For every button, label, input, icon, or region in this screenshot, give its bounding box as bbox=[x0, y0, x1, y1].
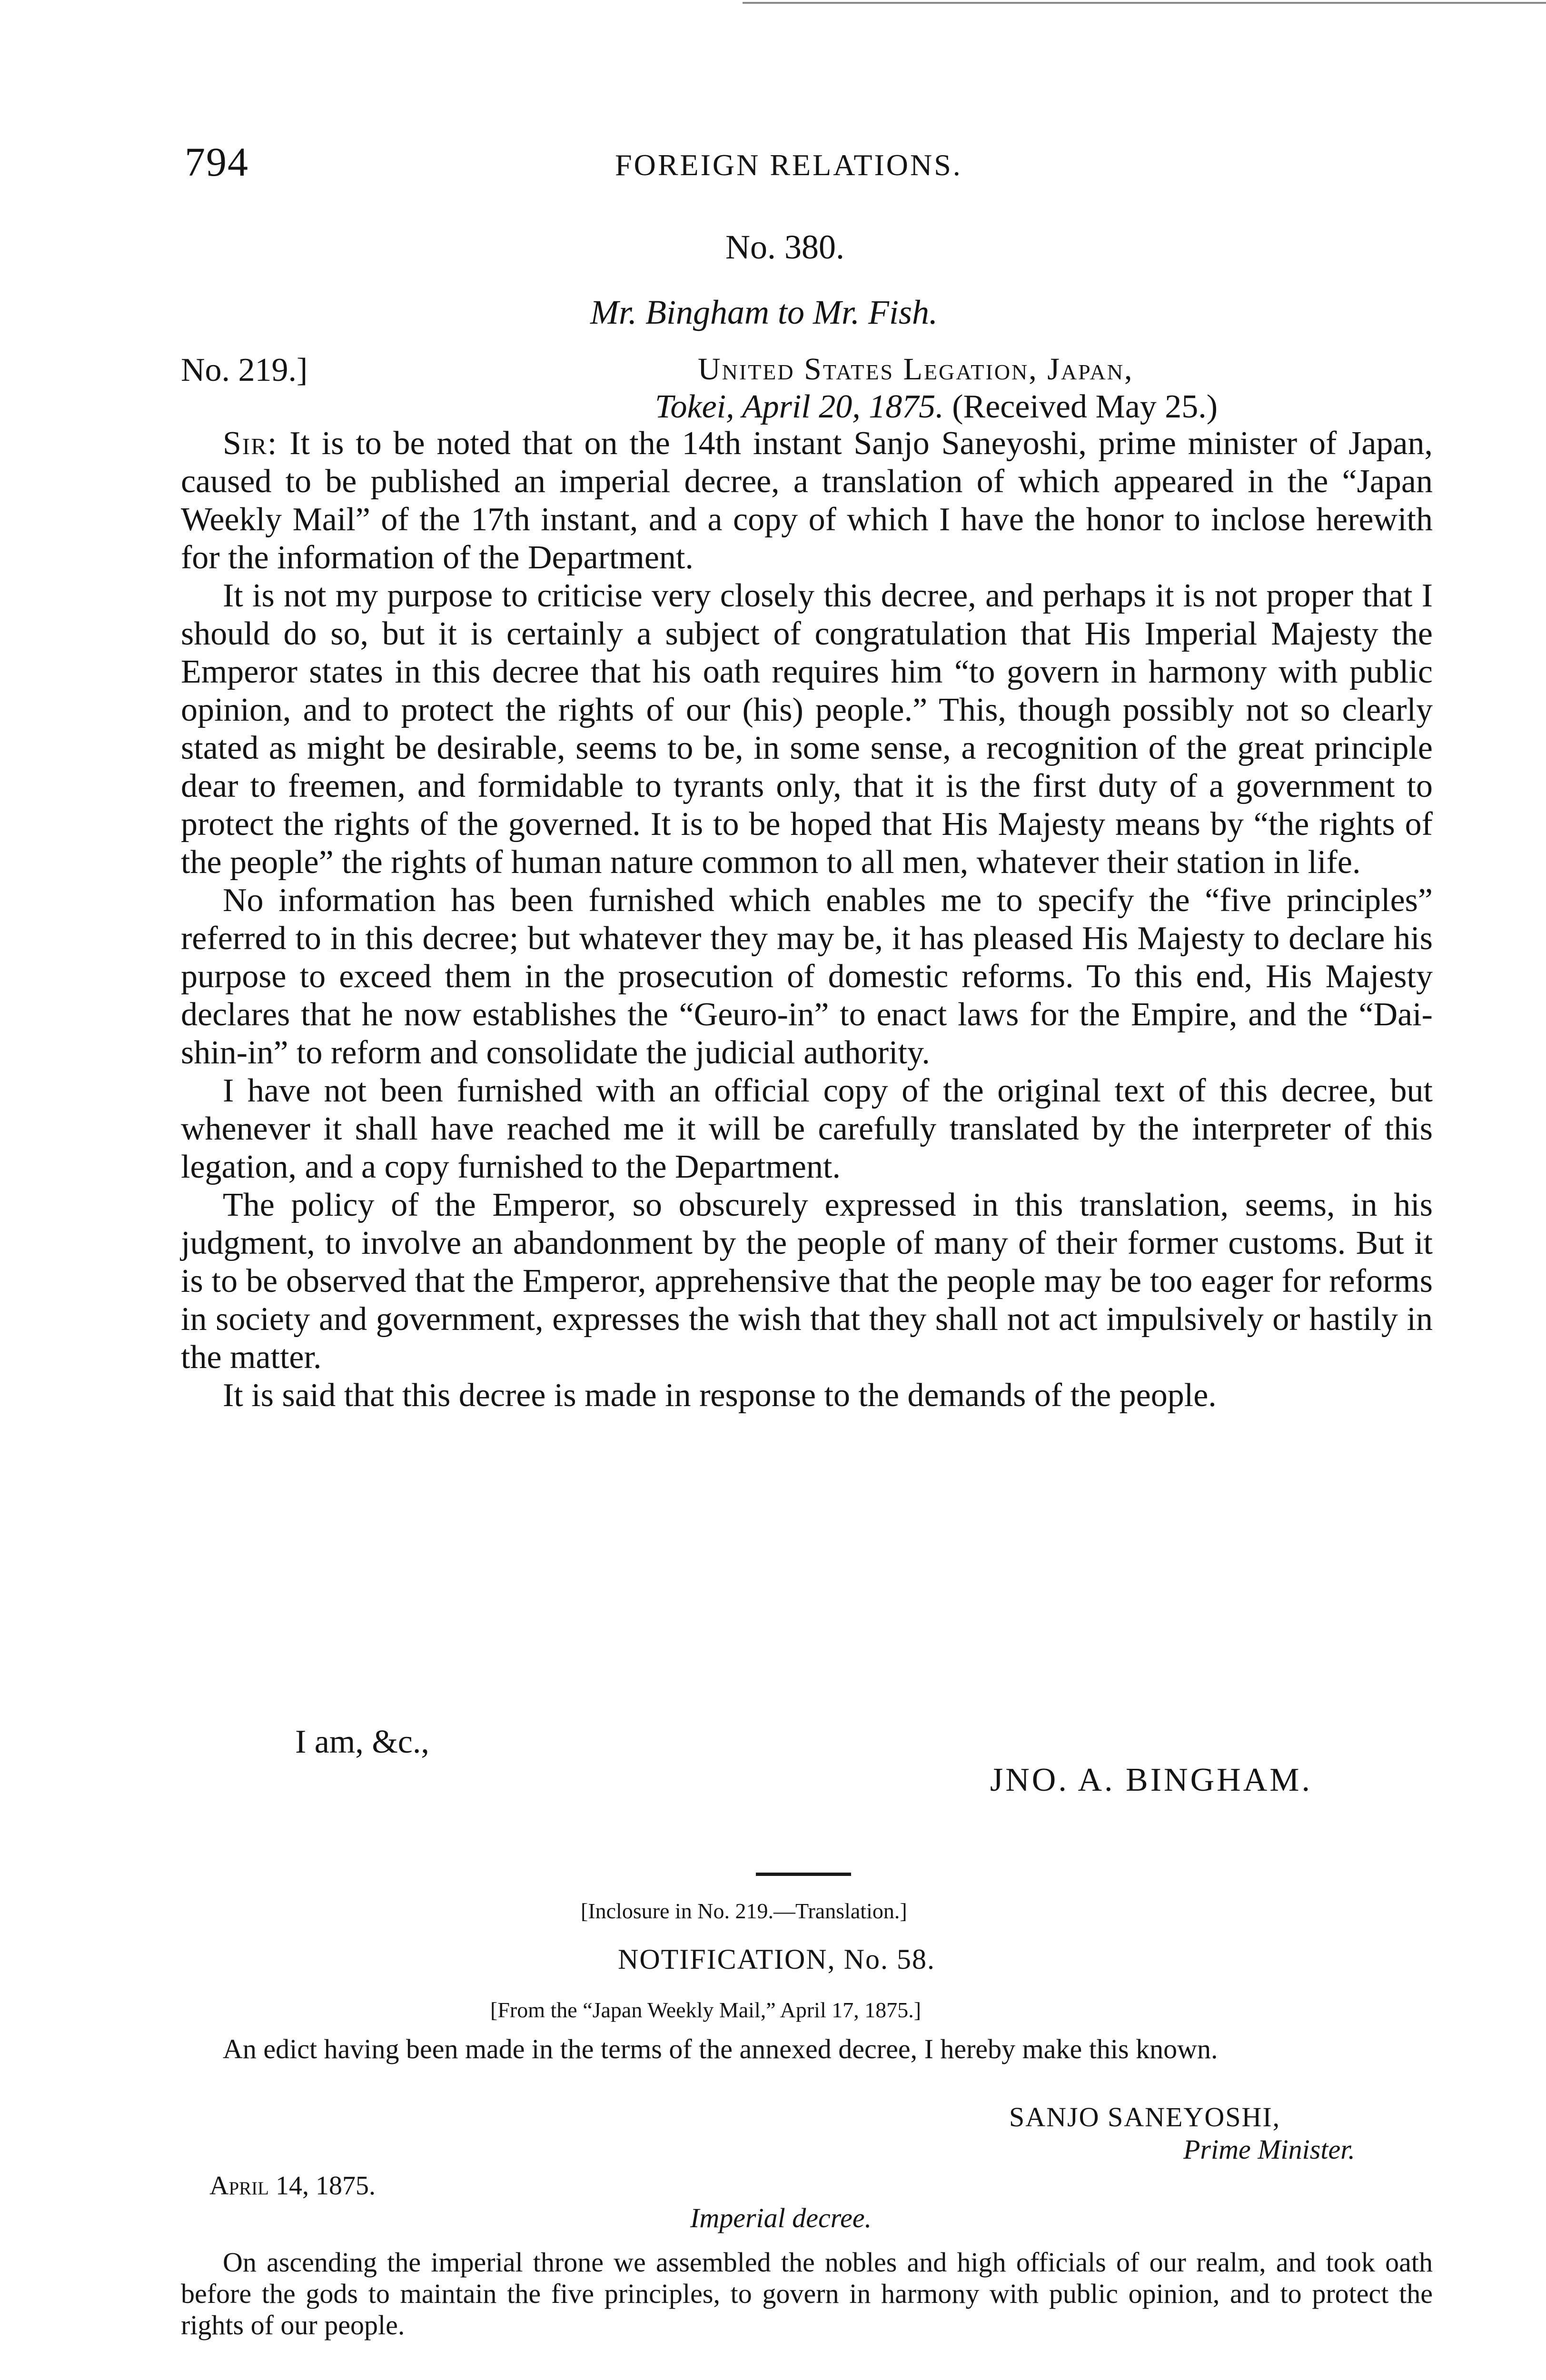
inclosure-note: [Inclosure in No. 219.—Translation.] bbox=[581, 1899, 907, 1923]
section-divider bbox=[756, 1873, 851, 1876]
letter-body bbox=[181, 425, 1433, 1415]
decree-heading: Imperial decree. bbox=[690, 2202, 872, 2233]
salutation: Sir: bbox=[223, 425, 278, 462]
notification-text: An edict having been made in the terms of the annexed decree, I hereby make this known. bbox=[223, 2033, 1218, 2064]
letter-paragraph: No information has been furnished which enables me to specify the “five principles” referred to in this decree; but whatever they may be, it has pleased His Majesty to declare his purpose to exceed them in the prosecution of domestic reforms. To this end, His Majesty declares that he now establishes the “Geuro-in” to enact laws for the Empire, and the “Dai-shin-in” to reform and consolidate the judicial authority. bbox=[181, 882, 1433, 1071]
legation-heading: United States Legation, Japan, bbox=[698, 352, 1134, 387]
page-number: 794 bbox=[185, 139, 249, 185]
dateline bbox=[655, 388, 1218, 426]
closing: I am, &c., bbox=[295, 1724, 429, 1760]
letter-paragraph: The policy of the Emperor, so obscurely expressed in this translation, seems, in his judgment, to involve an abandonment by the people of many of their former customs. But it is to be observed that the Emperor, apprehensive that the people may be too eager for reforms in society and government, expresses the wish that they shall not act impulsively or hastily in the matter. bbox=[181, 1187, 1433, 1376]
place-date: Tokei, April 20, 1875. bbox=[655, 388, 944, 425]
letter-paragraph: It is said that this decree is made in response to the demands of the people. bbox=[223, 1377, 1217, 1414]
signature: JNO. A. BINGHAM. bbox=[990, 1762, 1312, 1798]
document-number: No. 380. bbox=[725, 228, 844, 266]
decree-text: On ascending the imperial throne we assembled the nobles and high officials of our realm, and took oath before the gods to maintain the five principles, to govern in harmony with public opinion, and to protect the rights of our people. bbox=[181, 2247, 1433, 2340]
source-note: [From the “Japan Weekly Mail,” April 17, 1875.] bbox=[490, 1998, 922, 2022]
letter-paragraph: Sir: It is to be noted that on the 14th instant Sanjo Saneyoshi, prime minister of Japan, caused to be published an imperial decree, a translation of which appeared in the “Japan Weekly Mail” of the 17th instant, and a copy of which I have the honor to inclose herewith for the information of the Department. bbox=[181, 425, 1433, 576]
notification-title: NOTIFICATION, No. 58. bbox=[618, 1944, 935, 1975]
notification-date: April 14, 1875. bbox=[209, 2171, 376, 2201]
running-head: FOREIGN RELATIONS. bbox=[615, 148, 962, 182]
signer-title: Prime Minister. bbox=[1183, 2134, 1355, 2165]
letter-paragraph: It is not my purpose to criticise very closely this decree, and perhaps it is not proper that I should do so, but it is certainly a subject of congratulation that His Imperial Majesty the Emperor states in this decree that his oath requires him “to govern in harmony with public opinion, and to protect the rights of our (his) people.” This, though possibly not so clearly stated as might be desirable, seems to be, in some sense, a recognition of the great principle dear to freemen, and formidable to tyrants only, that it is the first duty of a government to protect the rights of the governed. It is to be hoped that His Majesty means by “the rights of the people” the rights of human nature common to all men, whatever their station in life. bbox=[181, 577, 1433, 881]
scan-edge-line bbox=[743, 2, 1546, 4]
reference-number: No. 219.] bbox=[181, 352, 308, 388]
signer-name: SANJO SANEYOSHI, bbox=[1009, 2102, 1281, 2132]
letter-title: Mr. Bingham to Mr. Fish. bbox=[590, 293, 938, 331]
received-date: (Received May 25.) bbox=[952, 388, 1218, 425]
letter-paragraph: I have not been furnished with an official copy of the original text of this decree, but whenever it shall have reached me it will be carefully translated by the interpreter of this legation, and a copy furnished to the Department. bbox=[181, 1072, 1433, 1185]
